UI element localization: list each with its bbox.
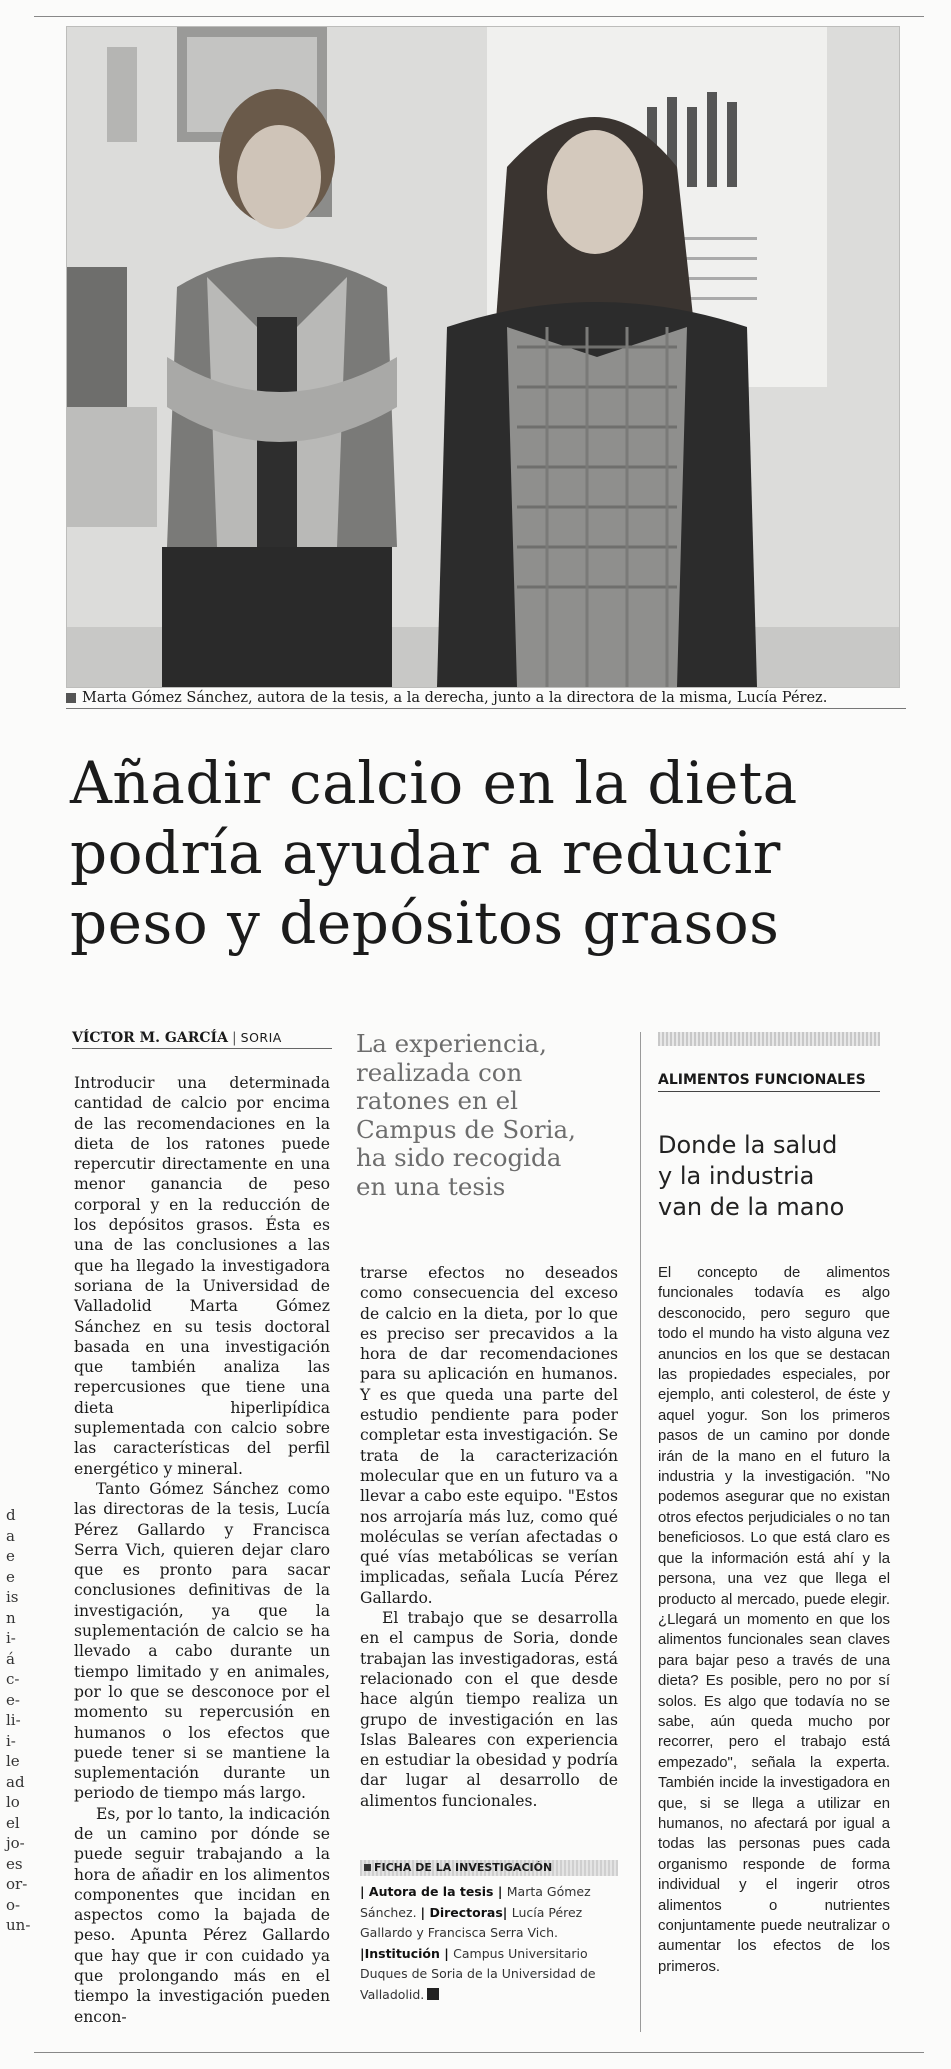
sidebar-title-line: y la industria <box>658 1162 815 1190</box>
byline-place: SORIA <box>240 1030 282 1045</box>
pull-quote-line: ratones en el <box>356 1086 518 1115</box>
fragment: lo <box>6 1793 20 1811</box>
fact-box-title: FICHA DE LA INVESTIGACIÓN <box>374 1861 553 1874</box>
fact-author: Marta Gómez Sánchez. <box>360 1884 591 1920</box>
headline <box>70 748 890 958</box>
fragment: ad <box>6 1772 25 1791</box>
fragment: es <box>6 1854 23 1873</box>
byline-author: VÍCTOR M. GARCÍA <box>72 1030 228 1046</box>
fact-directors: Lucía Pérez Gallardo y Francisca Serra Vich. <box>360 1904 583 1940</box>
paragraph: Es, por lo tanto, la indicación de un camino por dónde se puede seguir trabajando a la hora de añadir en los alimentos componentes que incidan en aspectos como la bajada de peso. Apunta Pérez Gallardo que hay que ir con cuidado ya que prolongando más en el tiempo la investigación pueden encon- <box>74 1804 330 2026</box>
paragraph: El trabajo que se desarrolla en el campus de Soria, donde trabajan las investigadoras, está relacionado con el que desde hace algún tiempo realiza un grupo de investigación en las Islas Baleares con experiencia en estudiar la obesidad y podría dar lugar al desarrollo de alimentos funcionales. <box>360 1609 618 1810</box>
fragment: o- <box>6 1895 21 1914</box>
sidebar-stripe <box>658 1032 880 1046</box>
fragment: is <box>6 1588 19 1606</box>
fact-box-square-icon <box>364 1864 371 1871</box>
headline-line: Añadir calcio en la dieta <box>70 749 798 817</box>
photo-illustration <box>67 27 899 687</box>
fact-label-author: Autora de la tesis <box>368 1884 494 1899</box>
fragment: e <box>6 1547 15 1565</box>
sidebar-label: ALIMENTOS FUNCIONALES <box>658 1072 880 1092</box>
fragment: á <box>6 1649 15 1668</box>
fragment: jo- <box>6 1834 25 1852</box>
fragment: e- <box>6 1690 20 1709</box>
pull-quote <box>356 1030 592 1201</box>
pull-quote-line: realizada con <box>356 1057 523 1087</box>
fact-box-header <box>360 1860 618 1876</box>
fragment: or- <box>6 1875 28 1893</box>
fragment: d <box>6 1506 16 1524</box>
adjacent-article-fragments <box>6 1505 31 1936</box>
sidebar-paragraph: El concepto de alimentos funcionales todavía es algo desconocido, pero seguro que todo el mundo ha visto alguna vez anuncios en los que se destacan las propiedades especiales, por ejemplo, anti colesterol, de éste y aquel yogur. Son los primeros pasos de un camino por donde irán de la mano en el futuro la industria y la investigación. "No podemos asegurar que no existan otros efectos perjudiciales o no tan beneficiosos. Lo que está claro es que la información está ahí y la persona, una vez que llega el producto al mercado, puede elegir. ¿Llegará un momento en que los alimentos funcionales sean claves para bajar peso a través de una dieta? Es posible, pero no por sí solos. Es algo que todavía no se sabe, aún queda mucho por recorrer, pero el trabajo está empezado", señala la experta. También incide la investigadora en que, si se llega a utilizar en humanos, no afectará por igual a todas las personas pues cada organismo responde de forma individual y el ingerir otros alimentos o nutrientes conjuntamente puede neutralizar o aumentar los efectos de los primeros. <box>658 1265 890 1975</box>
fragment: c- <box>6 1670 20 1688</box>
pull-quote-line: ha sido recogida <box>356 1143 562 1172</box>
fragment: e <box>6 1567 15 1586</box>
paragraph: Tanto Gómez Sánchez como las directoras de la tesis, Lucía Pérez Gallardo y Francisca Serra Vich, quieren dejar claro que es pronto para sacar conclusiones definitivas de la investigación, ya que la suplementación de calcio se ha llevado a cabo durante un tiempo limitado y en animales, por lo que se desconoce por el momento su repercusión en humanos o los efectos que puede tener si se mantiene la suplementación durante un periodo de tiempo más largo. <box>74 1479 330 1803</box>
top-rule <box>34 16 924 17</box>
headline-line: podría ayudar a reducir <box>70 819 781 887</box>
sidebar-body <box>658 1263 890 1977</box>
fragment: li- <box>6 1711 21 1729</box>
fragment: a <box>6 1526 15 1545</box>
university-logo-icon <box>427 1988 439 2000</box>
pull-quote-line: Campus de Soria, <box>356 1114 576 1144</box>
caption-square-icon <box>66 693 76 703</box>
article-column-2 <box>360 1263 618 1811</box>
paragraph: Introducir una determinada cantidad de calcio por encima de las recomendaciones en la dieta de los ratones puede repercutir directamente en una menor ganancia de peso corporal y en la reducción de los depósitos grasos. Ésta es una de las conclusiones a las que ha llegado la investigadora soriana de la Universidad de Valladolid Marta Gómez Sánchez en su tesis doctoral basada en una investigación que también analiza las repercusiones que tiene una dieta hiperlipídica suplementada con calcio sobre las características del perfil energético y mineral. <box>74 1074 330 1478</box>
caption-text: Marta Gómez Sánchez, autora de la tesis, a la derecha, junto a la directora de la misma, Lucía Pérez. <box>82 690 828 706</box>
sidebar-title-line: van de la mano <box>658 1193 845 1221</box>
fragment: i- <box>6 1629 16 1647</box>
article-photo <box>66 26 900 688</box>
sidebar-title-line: Donde la salud <box>658 1131 838 1159</box>
fragment: un- <box>6 1916 31 1934</box>
photo-caption <box>66 688 906 709</box>
fragment: el <box>6 1813 20 1832</box>
paragraph: trarse efectos no deseados como consecuencia del exceso de calcio en la dieta, por lo que es preciso ser precavidos a la hora de dar recomendaciones para su aplicación en humanos. Y es que queda una parte del estudio pendiente para poder completar esta investigación. Se trata de la caracterización molecular que en un futuro va a llevar a cabo este equipo. "Estos nos arrojaría más luz, como qué moléculas se verían afectadas o qué vías metabólicas se verían implicadas, señala Lucía Pérez Gallardo. <box>360 1264 618 1607</box>
bottom-rule <box>34 2052 924 2053</box>
fact-label-institution: Institución <box>364 1945 440 1961</box>
sidebar-title <box>658 1130 888 1223</box>
pull-quote-line: La experiencia, <box>356 1029 547 1058</box>
fact-label-directors: Directoras <box>429 1904 503 1920</box>
headline-line: peso y depósitos grasos <box>70 889 780 957</box>
pull-quote-line: en una tesis <box>356 1171 506 1201</box>
fragment: i- <box>6 1731 16 1750</box>
fact-box: | Autora de la tesis | Marta Gómez Sánchez. | Directoras| Lucía Pérez Gallardo y Francisca Serra Vich. |Institución | Campus Universitario Duques de Soria de la Universidad de Valladolid. <box>360 1884 596 2002</box>
article-column-1 <box>74 1073 330 2027</box>
byline: VÍCTOR M. GARCÍA | SORIA <box>72 1028 332 1049</box>
fragment: n <box>6 1608 16 1627</box>
fact-institution: Campus Universitario Duques de Soria de la Universidad de Valladolid. <box>360 1945 596 2002</box>
fragment: le <box>6 1752 20 1770</box>
